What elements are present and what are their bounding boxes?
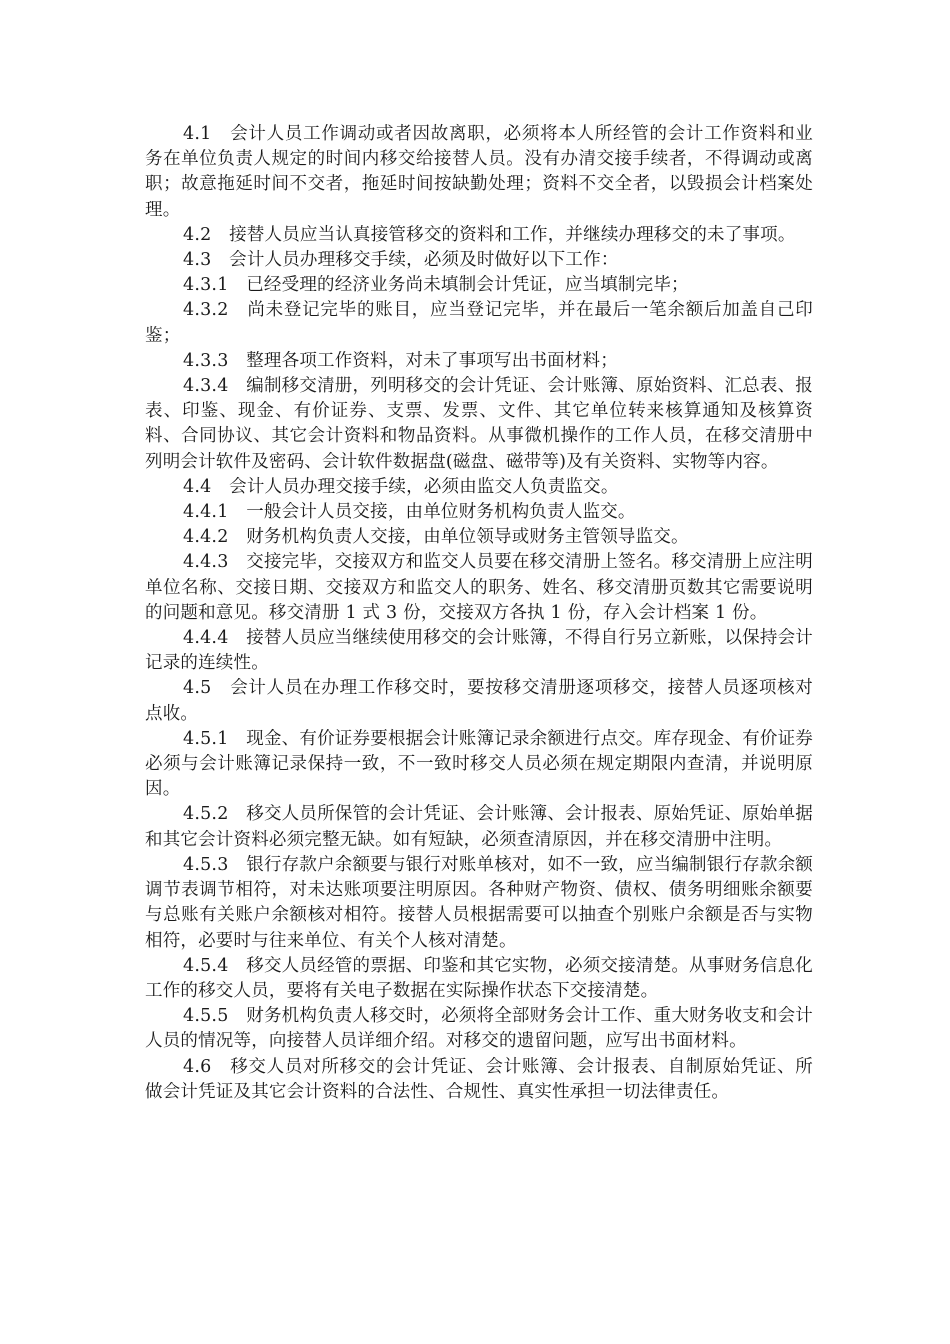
paragraph-4-5-2: 4.5.2 移交人员所保管的会计凭证、会计账簿、会计报表、原始凭证、原始单据和其它会计资料必须完整无缺。如有短缺，必须查清原因，并在移交清册中注明。: [145, 804, 813, 850]
paragraph-4-5-4: 4.5.4 移交人员经管的票据、印鉴和其它实物，必须交接清楚。从事财务信息化工作的移交人员，要将有关电子数据在实际操作状态下交接清楚。: [145, 955, 813, 1001]
paragraph-4-4-4: 4.4.4 接替人员应当继续使用移交的会计账簿，不得自行另立新账，以保持会计记录的连续性。: [145, 628, 813, 674]
paragraph-4-3: 4.3 会计人员办理移交手续，必须及时做好以下工作：: [183, 250, 619, 271]
paragraph-4-5-1: 4.5.1 现金、有价证券要根据会计账簿记录余额进行点交。库存现金、有价证券必须与会计账簿记录保持一致，不一致时移交人员必须在规定期限内查清，并说明原因。: [145, 728, 813, 800]
paragraph-4-3-1: 4.3.1 已经受理的经济业务尚未填制会计凭证，应当填制完毕；: [183, 275, 689, 296]
paragraph-4-3-3: 4.3.3 整理各项工作资料，对未了事项写出书面材料；: [183, 350, 618, 371]
paragraph-4-5-3: 4.5.3 银行存款户余额要与银行对账单核对，如不一致，应当编制银行存款余额调节表调节相符，对未达账项要注明原因。各种财产物资、债权、债务明细账余额要与总账有关账户余额核对相符。接替人员根据需要可以抽查个别账户余额是否与实物相符，必要时与往来单位、有关个人核对清楚。: [145, 854, 813, 951]
paragraph-4-2: 4.2 接替人员应当认真接管移交的资料和工作，并继续办理移交的未了事项。: [183, 224, 796, 245]
paragraph-4-1: 4.1 会计人员工作调动或者因故离职，必须将本人所经管的会计工作资料和业务在单位负责人规定的时间内移交给接替人员。没有办清交接手续者，不得调动或离职；故意拖延时间不交者，拖延时间按缺勤处理；资料不交全者，以毁损会计档案处理。: [145, 124, 813, 220]
paragraph-4-4: 4.4 会计人员办理交接手续，必须由监交人负责监交。: [183, 476, 619, 497]
paragraph-4-4-3: 4.4.3 交接完毕，交接双方和监交人员要在移交清册上签名。移交清册上应注明单位名称、交接日期、交接双方和监交人的职务、姓名、移交清册页数其它需要说明的问题和意见。移交清册 1 式 3 份，交接双方各执 1 份，存入会计档案 1 份。: [145, 552, 813, 623]
paragraph-4-3-2: 4.3.2 尚未登记完毕的账目，应当登记完毕，并在最后一笔余额后加盖自己印鉴；: [145, 300, 813, 346]
paragraph-4-6: 4.6 移交人员对所移交的会计凭证、会计账簿、会计报表、自制原始凭证、所做会计凭证及其它会计资料的合法性、合规性、真实性承担一切法律责任。: [145, 1056, 813, 1102]
paragraph-4-5-5: 4.5.5 财务机构负责人移交时，必须将全部财务会计工作、重大财务收支和会计人员的情况等，向接替人员详细介绍。对移交的遗留问题，应写出书面材料。: [145, 1006, 813, 1052]
paragraph-4-4-1: 4.4.1 一般会计人员交接，由单位财务机构负责人监交。: [183, 502, 636, 523]
paragraph-4-4-2: 4.4.2 财务机构负责人交接，由单位领导或财务主管领导监交。: [183, 527, 689, 548]
paragraph-4-5: 4.5 会计人员在办理工作移交时，要按移交清册逐项移交，接替人员逐项核对点收。: [145, 678, 813, 724]
document-body: [145, 122, 813, 1105]
paragraph-4-3-4: 4.3.4 编制移交清册，列明移交的会计凭证、会计账簿、原始资料、汇总表、报表、印鉴、现金、有价证券、支票、发票、文件、其它单位转来核算通知及核算资料、合同协议、其它会计资料和物品资料。从事微机操作的工作人员，在移交清册中列明会计软件及密码、会计软件数据盘(磁盘、磁带等)及有关资料、实物等内容。: [145, 376, 813, 472]
